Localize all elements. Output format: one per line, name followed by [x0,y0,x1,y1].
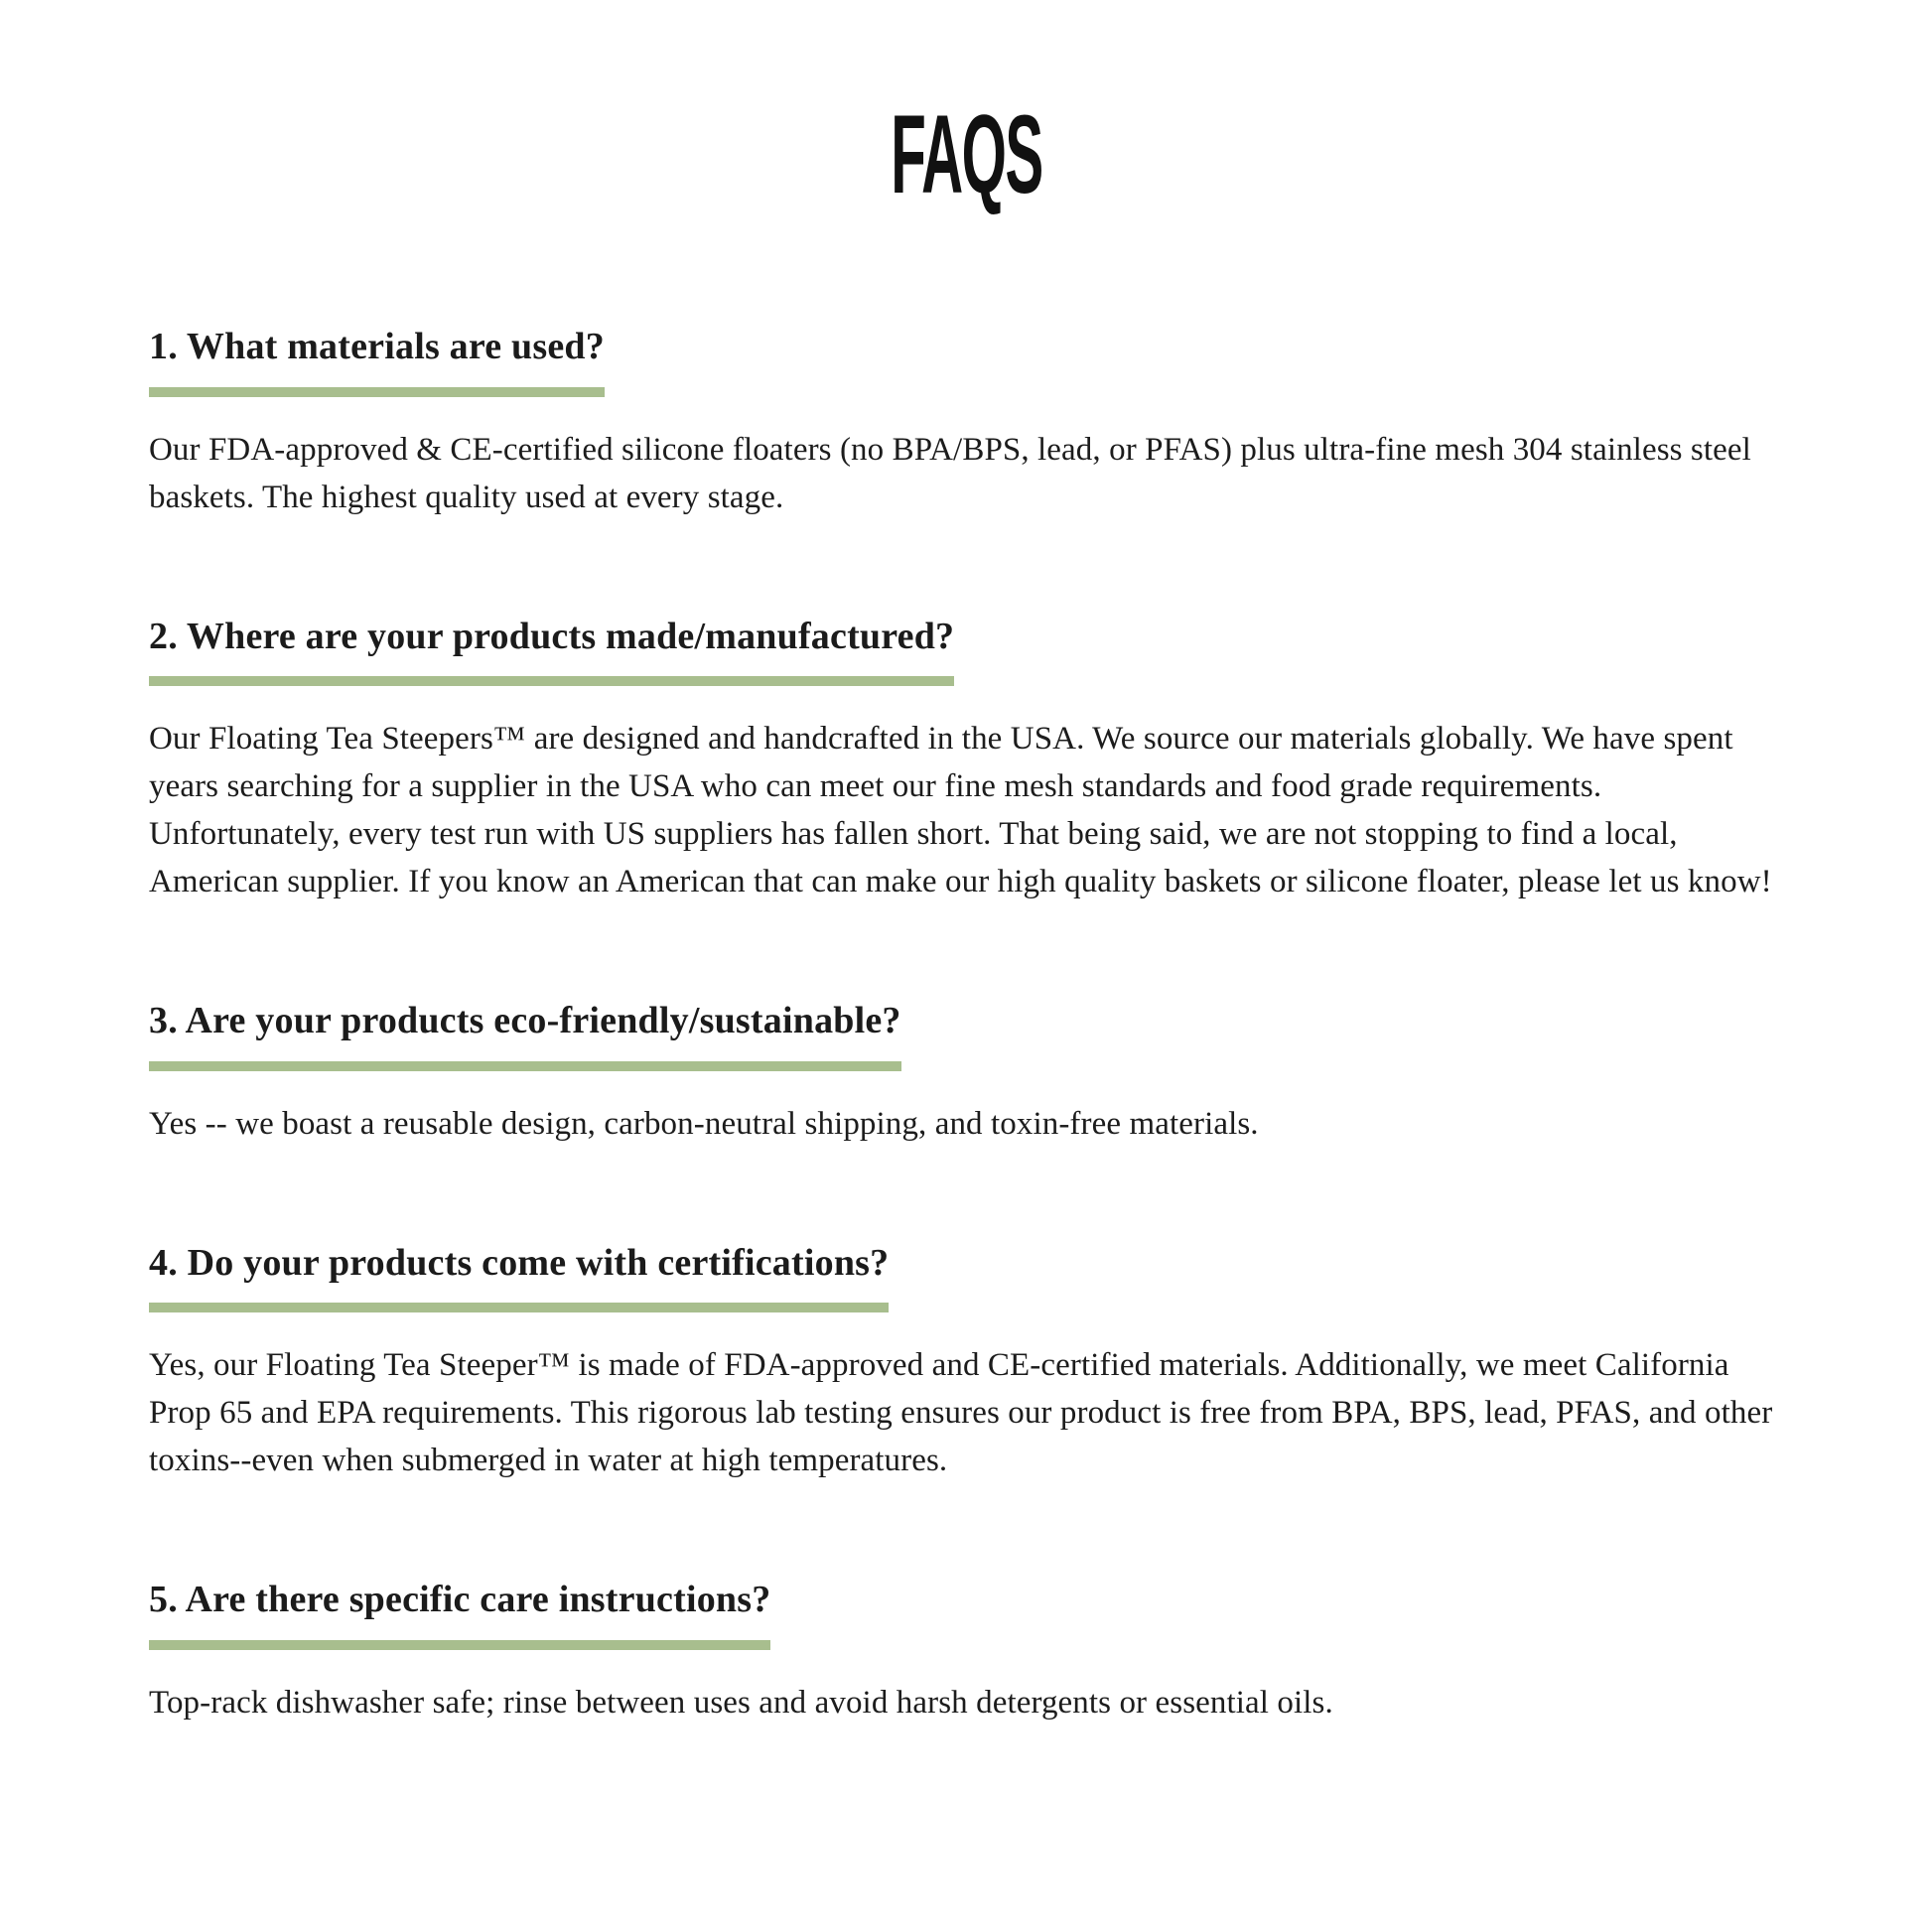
faq-question-underlined: 5. Are there specific care instructions? [149,1581,770,1650]
faq-question-underlined: 4. Do your products come with certifications? [149,1244,889,1313]
faq-item [149,1241,1783,1485]
faq-answer: Top-rack dishwasher safe; rinse between uses and avoid harsh detergents or essential oils. [149,1684,1333,1721]
faq-answer: Our Floating Tea Steepers™ are designed and handcrafted in the USA. We source our materials globally. We have spent years searching for a supplier in the USA who can meet our fine mesh standards and food grade requirements. Unfortunately, every test run with US suppliers has fallen short. That being said, we are not stopping to find a local, American supplier. If you know an American that can make our high quality baskets or silicone floater, please let us know! [149,721,1772,899]
faq-item [149,615,1783,906]
faq-answer: Our FDA-approved & CE-certified silicone floaters (no BPA/BPS, lead, or PFAS) plus ultra-fine mesh 304 stainless steel baskets. The highest quality used at every stage. [149,431,1751,515]
faq-question-underlined: 1. What materials are used? [149,328,605,397]
title-row [149,92,1783,216]
faq-question-underlined: 3. Are your products eco-friendly/sustainable? [149,1002,901,1071]
page-title: FAQS [890,92,1042,216]
faq-answer: Yes, our Floating Tea Steeper™ is made of FDA-approved and CE-certified materials. Additionally, we meet California Prop 65 and EPA requirements. This rigorous lab testing ensures our product is free from BPA, BPS, lead, PFAS, and other toxins--even when submerged in water at high temperatures. [149,1347,1773,1479]
faq-item [149,1581,1783,1727]
faq-item [149,999,1783,1149]
faq-question-underlined: 2. Where are your products made/manufactured? [149,618,954,687]
faq-item [149,328,1783,522]
faq-answer: Yes -- we boast a reusable design, carbon-neutral shipping, and toxin-free materials. [149,1105,1259,1142]
